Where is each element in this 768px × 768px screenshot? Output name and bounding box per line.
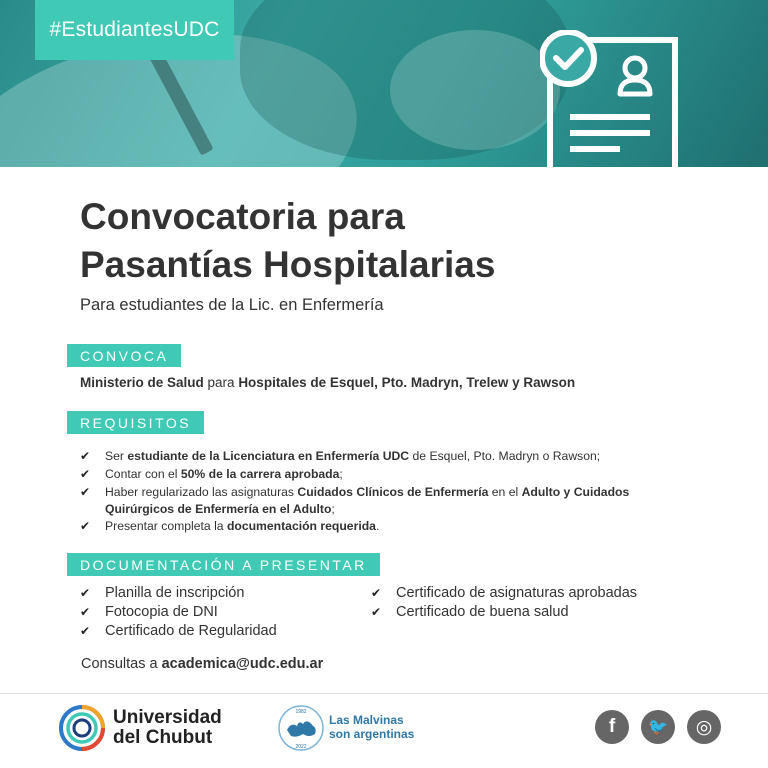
title-line-2: Pasantías Hospitalarias [80,244,496,285]
requirement-text: Ser estudiante de la Licenciatura en Enfermería UDC de Esquel, Pto. Madryn o Rawson; [105,449,601,463]
contact-email-link[interactable]: academica@udc.edu.ar [161,656,324,672]
malvinas-emblem-icon [277,704,325,752]
udc-name [113,708,222,748]
requirement-text: Presentar completa la documentación requerida. [105,519,380,533]
page-subtitle: Para estudiantes de la Lic. en Enfermería [80,296,384,314]
requirement-text-continued: Quirúrgicos de Enfermería en el Adulto; [105,502,335,516]
convoca-connector: para [203,375,239,390]
check-icon: ✔ [371,605,382,619]
check-icon: ✔ [80,485,91,499]
udc-name-line-1: Universidad [113,707,222,728]
page-title [80,193,495,289]
requirement-text: Contar con el 50% de la carrera aprobada; [105,467,343,481]
document-check-user-icon [540,30,680,167]
check-icon: ✔ [80,586,91,600]
document-text: Fotocopia de DNI [105,604,218,620]
hashtag-badge: #EstudiantesUDC [35,0,234,60]
convoca-hospitals: Hospitales de Esquel, Pto. Madryn, Trelew y Rawson [238,375,576,390]
check-icon: ✔ [80,624,91,638]
convoca-tag: CONVOCA [67,344,181,367]
document-text: Certificado de buena salud [396,604,569,620]
malvinas-line-1: Las Malvinas [329,713,404,727]
banner-photo-hand [390,30,560,150]
malvinas-year-bottom: 2022 [295,744,307,750]
check-icon: ✔ [80,605,91,619]
instagram-icon[interactable]: ◎ [687,710,721,744]
twitter-icon[interactable]: 🐦 [641,710,675,744]
convoca-organization: Ministerio de Salud [80,375,204,390]
requisitos-tag: REQUISITOS [67,411,204,434]
footer-divider [0,693,768,694]
documentacion-tag: DOCUMENTACIÓN A PRESENTAR [67,553,380,576]
malvinas-text [329,713,414,741]
check-icon: ✔ [80,449,91,463]
convoca-text [80,375,575,390]
check-icon: ✔ [80,467,91,481]
facebook-icon[interactable]: f [595,710,629,744]
check-icon: ✔ [80,519,91,533]
udc-name-line-2: del Chubut [113,727,213,748]
document-text: Planilla de inscripción [105,585,245,601]
contact-prefix: Consultas a [81,656,162,672]
document-text: Certificado de asignaturas aprobadas [396,585,638,601]
check-icon: ✔ [371,586,382,600]
malvinas-line-2: son argentinas [329,727,415,741]
contact-line [81,656,323,672]
title-line-1: Convocatoria para [80,196,405,237]
requirement-text: Haber regularizado las asignaturas Cuidados Clínicos de Enfermería en el Adulto y Cuidados [105,485,630,499]
malvinas-year-top: 1982 [295,709,307,715]
document-text: Certificado de Regularidad [105,623,277,639]
udc-logo-icon [58,704,106,752]
